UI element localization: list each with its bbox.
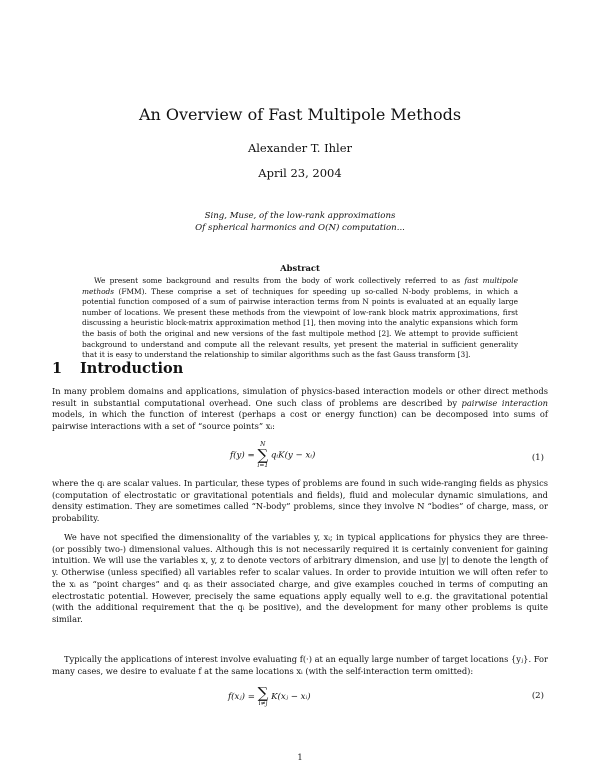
intro-p1-term: pairwise interaction: [461, 397, 548, 408]
epigraph-line-2: Of spherical harmonics and O(N) computation...: [195, 223, 405, 233]
abstract-body: [82, 276, 518, 361]
eq2-lhs: f(xⱼ) =: [228, 692, 255, 702]
abstract-fmm-term: fast multipole methods: [82, 276, 519, 296]
eq1-number: (1): [531, 453, 544, 463]
abstract-text-start: We present some background and results from the body of work collectively referred to as: [94, 276, 461, 285]
eq2-summation: [258, 686, 269, 707]
intro-paragraph-1: [52, 386, 548, 433]
abstract-heading: Abstract: [280, 263, 320, 273]
sigma-symbol: ∑: [257, 684, 269, 702]
eq2-rhs: K(xⱼ − xᵢ): [271, 692, 311, 702]
paper-date: April 23, 2004: [258, 166, 342, 180]
eq1-upper-limit: N: [260, 441, 266, 448]
intro-paragraph-4: Typically the applications of interest involve evaluating f(·) at an equally large number of target locations {yⱼ}. For many cases, we desire to evaluate f at the same locations xᵢ (with the self-interaction term omitted):: [52, 654, 548, 676]
eq1-lhs: f(y) =: [230, 450, 255, 461]
section-number: 1: [52, 360, 63, 377]
intro-paragraph-2: where the qᵢ are scalar values. In particular, these types of problems are found in such wide-ranging fields as physics (computation of electrostatic or gravitational potentials and fields), fluid and molecular dynamic simulations, and density estimation. They are sometimes called “N-body” problems, since they involve N “bodies” of charge, mass, or probability.: [52, 478, 548, 524]
eq1-rhs: qᵢK(y − xᵢ): [270, 450, 316, 461]
eq2-lower-limit: i≠j: [258, 700, 268, 707]
sigma-symbol: ∑: [257, 446, 269, 464]
page-number: 1: [297, 752, 303, 762]
section-title: Introduction: [80, 360, 184, 377]
intro-paragraph-3: We have not specified the dimensionality of the variables y, xᵢ; in typical applications for physics they are three- (or possibly two-) dimensional values. Although this is not necessarily required it is certainly convenient for gaining intuition. We will use the variables x, y, z to denote vectors of arbitrary dimension, and use |y| to denote the length of y. Otherwise (unless specified) all variables refer to scalar values. In order to provide intuition we will often refer to the xᵢ as “point charges” and qᵢ as their associated charge, and give examples couched in terms of computing an electrostatic potential. However, precisely the same equations apply equally well to e.g. the gravitational potential (with the additional requirement that the qᵢ be positive), and the development for many other problems is quite similar.: [52, 532, 548, 624]
intro-p1-text-a: In many problem domains and applications, simulation of physics-based interaction models or other direct methods result in substantial computational overhead. One such class of problems are described by: [52, 386, 548, 408]
abstract-text-rest: (FMM). These comprise a set of techniques for speeding up so-called N-body problems, in which a potential function composed of a sum of pairwise interaction terms from N points is evaluated at an equally large number of locations. We present these methods from the viewpoint of low-rank block matrix approximations, first discussing a heuristic block-matrix approximation method [1], then moving into the analytic expansions which form the basis of both the original and new versions of the fast multipole method [2]. We attempt to provide sufficient background to understand and compute all the relevant results, yet present the material in sufficient generality that it is easy to understand the relationship to similar algorithms such as the fast Gauss transform [3].: [82, 286, 518, 360]
equation-1-body: [230, 441, 315, 469]
equation-1: [52, 441, 548, 475]
eq1-lower-limit: i=1: [257, 462, 269, 469]
epigraph-line-1: Sing, Muse, of the low-rank approximations: [204, 211, 396, 221]
section-heading: [52, 360, 183, 377]
paper-title: An Overview of Fast Multipole Methods: [138, 105, 462, 124]
equation-2: [52, 686, 548, 716]
paper-author: Alexander T. Ihler: [247, 141, 353, 155]
eq2-number: (2): [531, 691, 544, 701]
eq1-summation: [257, 441, 268, 469]
equation-2-body: [228, 686, 311, 707]
intro-p1-text-b: models, in which the function of interest (perhaps a cost or energy function) can be decomposed into sums of pairwise interactions with a set of “source points” xᵢ:: [52, 409, 548, 432]
